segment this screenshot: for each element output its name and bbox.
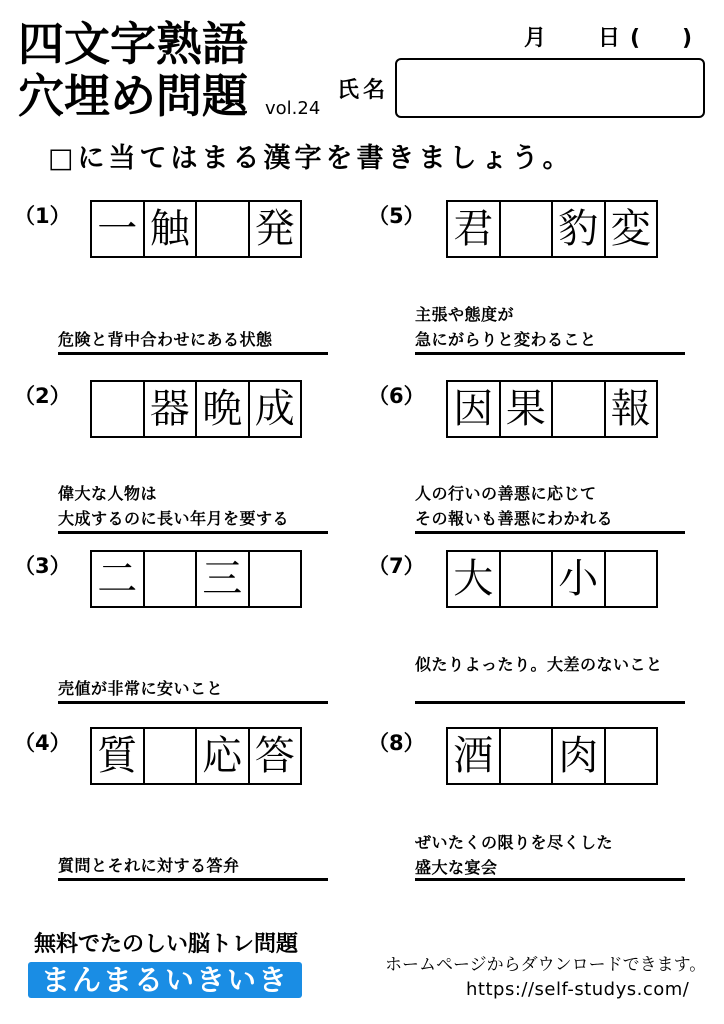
kanji-box: 晩 <box>197 382 250 436</box>
answer-boxes <box>90 200 302 258</box>
kanji-box: 酒 <box>448 729 501 783</box>
kanji-box: 二 <box>92 552 145 606</box>
answer-boxes <box>446 380 658 438</box>
problem-label: （2） <box>14 384 71 408</box>
blank-answer-box[interactable] <box>501 552 554 606</box>
problem-label: （3） <box>14 554 71 578</box>
problem-label: （6） <box>368 384 425 408</box>
meaning-hint-line: 主張や態度が <box>415 305 515 324</box>
blank-answer-box[interactable] <box>501 202 554 256</box>
blank-answer-box[interactable] <box>145 729 198 783</box>
kanji-box: 豹 <box>553 202 606 256</box>
answer-boxes <box>446 727 658 785</box>
kanji-box: 三 <box>197 552 250 606</box>
kanji-box: 肉 <box>553 729 606 783</box>
date-day-label: 日 <box>598 26 621 51</box>
meaning-hint <box>415 481 685 534</box>
kanji-box: 質 <box>92 729 145 783</box>
answer-boxes <box>446 200 658 258</box>
download-note: ホームページからダウンロードできます。 <box>385 955 707 975</box>
meaning-hint <box>415 652 685 704</box>
meaning-hint <box>58 676 328 704</box>
answer-boxes <box>90 727 302 785</box>
meaning-hint-line: 急にがらりと変わること <box>415 330 597 349</box>
site-url-link[interactable]: https://self-studys.com/ <box>466 979 690 1000</box>
name-label: 氏名 <box>337 78 390 103</box>
meaning-hint-line: ぜいたくの限りを尽くした <box>415 833 614 852</box>
meaning-hint-line: 売値が非常に安いこと <box>58 679 224 698</box>
meaning-hint <box>415 830 685 881</box>
instruction-text: □に当てはまる漢字を書きましょう。 <box>48 143 574 174</box>
kanji-box: 触 <box>145 202 198 256</box>
kanji-box: 小 <box>553 552 606 606</box>
problem-label: （1） <box>14 204 71 228</box>
meaning-hint-line: その報いも善悪にわかれる <box>415 509 614 528</box>
blank-answer-box[interactable] <box>553 382 606 436</box>
meaning-hint <box>58 481 328 534</box>
date-close-paren: ) <box>682 26 693 51</box>
blank-answer-box[interactable] <box>92 382 145 436</box>
blank-answer-box[interactable] <box>501 729 554 783</box>
problem-label: （8） <box>368 731 425 755</box>
title-line-2: 穴埋め問題 <box>18 69 248 123</box>
kanji-box: 答 <box>254 733 295 779</box>
meaning-hint-line: 似たりよったり。大差のないこと <box>415 655 663 674</box>
blank-answer-box[interactable] <box>250 552 301 606</box>
kanji-box: 成 <box>254 386 295 432</box>
answer-boxes <box>446 550 658 608</box>
meaning-hint <box>58 853 328 881</box>
kanji-box: 果 <box>501 382 554 436</box>
meaning-hint-line: 人の行いの善悪に応じて <box>415 484 597 503</box>
kanji-box: 発 <box>254 206 295 252</box>
kanji-box: 一 <box>92 202 145 256</box>
problem-label: （5） <box>368 204 425 228</box>
kanji-box: 報 <box>610 386 651 432</box>
brand-logo: まんまるいきいき <box>28 962 302 998</box>
meaning-hint-line: 大成するのに長い年月を要する <box>58 509 290 528</box>
meaning-hint-line: 偉大な人物は <box>58 484 158 503</box>
meaning-hint-line: 質問とそれに対する答弁 <box>58 856 240 875</box>
meaning-hint-line: 盛大な宴会 <box>415 858 498 877</box>
kanji-box: 応 <box>197 729 250 783</box>
kanji-box: 変 <box>610 206 651 252</box>
date-month-label: 月 <box>524 26 547 51</box>
blank-answer-box[interactable] <box>197 202 250 256</box>
volume-label: vol.24 <box>265 98 321 119</box>
meaning-hint <box>415 302 685 355</box>
meaning-hint-line: 危険と背中合わせにある状態 <box>58 330 273 349</box>
kanji-box: 大 <box>448 552 501 606</box>
meaning-hint <box>58 327 328 355</box>
title-line-1: 四文字熟語 <box>18 17 248 71</box>
blank-answer-box[interactable] <box>606 552 657 606</box>
kanji-box: 君 <box>448 202 501 256</box>
answer-boxes <box>90 550 302 608</box>
blank-answer-box[interactable] <box>145 552 198 606</box>
footer-tagline: 無料でたのしい脳トレ問題 <box>34 932 299 957</box>
answer-boxes <box>90 380 302 438</box>
kanji-box: 因 <box>448 382 501 436</box>
name-field[interactable] <box>395 58 705 118</box>
date-open-paren: ( <box>630 26 641 51</box>
blank-answer-box[interactable] <box>606 729 657 783</box>
problem-label: （7） <box>368 554 425 578</box>
kanji-box: 器 <box>145 382 198 436</box>
problem-label: （4） <box>14 731 71 755</box>
